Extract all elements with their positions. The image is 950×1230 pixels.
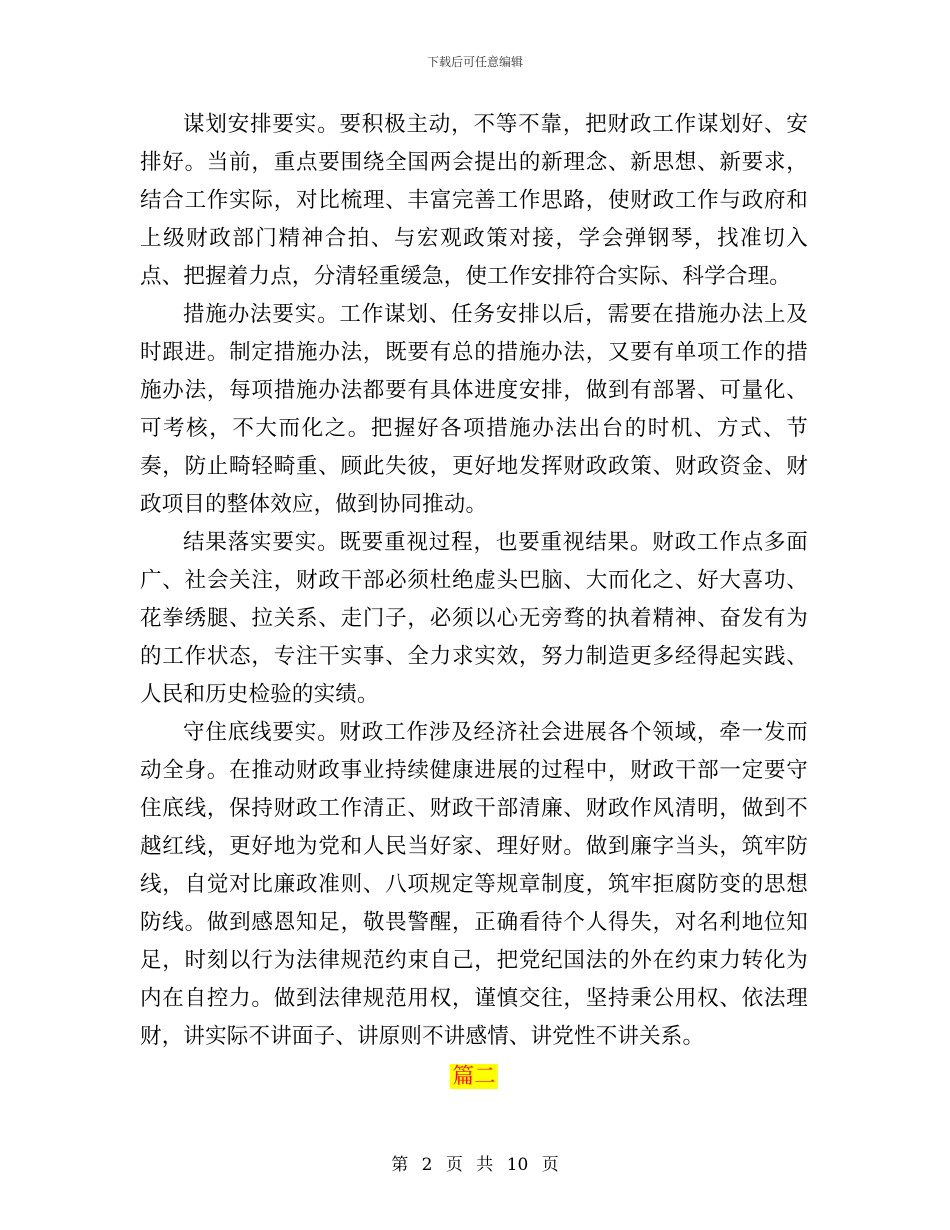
section-title [140,1062,808,1092]
page-footer: 第 2 页 共 10 页 [391,1155,559,1175]
page-header: 下载后可任意编辑 [426,55,523,69]
document-body [140,106,808,1092]
paragraph-bottom-line: 守住底线要实。财政工作涉及经济社会进展各个领域，牵一发而动全身。在推动财政事业持续健康进展的过程中，财政干部一定要守住底线，保持财政工作清正、财政干部清廉、财政作风清明，做到不越红线，更好地为党和人民当好家、理好财。做到廉字当头，筑牢防线，自觉对比廉政准则、八项规定等规章制度，筑牢拒腐防变的思想防线。做到感恩知足，敬畏警醒，正确看待个人得失，对名利地位知足，时刻以行为法律规范约束自己，把党纪国法的外在约束力转化为内在自控力。做到法律规范用权，谨慎交往，坚持秉公用权、依法理财，讲实际不讲面子、讲原则不讲感情、讲党性不讲关系。 [140,720,808,1049]
paragraph-planning: 谋划安排要实。要积极主动，不等不靠，把财政工作谋划好、安排好。当前，重点要围绕全国两会提出的新理念、新思想、新要求，结合工作实际，对比梳理、丰富完善工作思路，使财政工作与政府和上级财政部门精神合拍、与宏观政策对接，学会弹钢琴，找准切入点、把握着力点，分清轻重缓急，使工作安排符合实际、科学合理。 [140,112,808,289]
paragraph-measures: 措施办法要实。工作谋划、任务安排以后，需要在措施办法上及时跟进。制定措施办法，既要有总的措施办法，又要有单项工作的措施办法，每项措施办法都要有具体进度安排，做到有部署、可量化、可考核，不大而化之。把握好各项措施办法出台的时机、方式、节奏，防止畸轻畸重、顾此失彼，更好地发挥财政政策、财政资金、财政项目的整体效应，做到协同推动。 [140,302,808,517]
section-title-highlight: 篇二 [452,1064,496,1089]
paragraph-results: 结果落实要实。既要重视过程，也要重视结果。财政工作点多面广、社会关注，财政干部必须杜绝虚头巴脑、大而化之、好大喜功、花拳绣腿、拉关系、走门子，必须以心无旁骛的执着精神、奋发有为的工作状态，专注干实事、全力求实效，努力制造更多经得起实践、人民和历史检验的实绩。 [140,530,808,707]
